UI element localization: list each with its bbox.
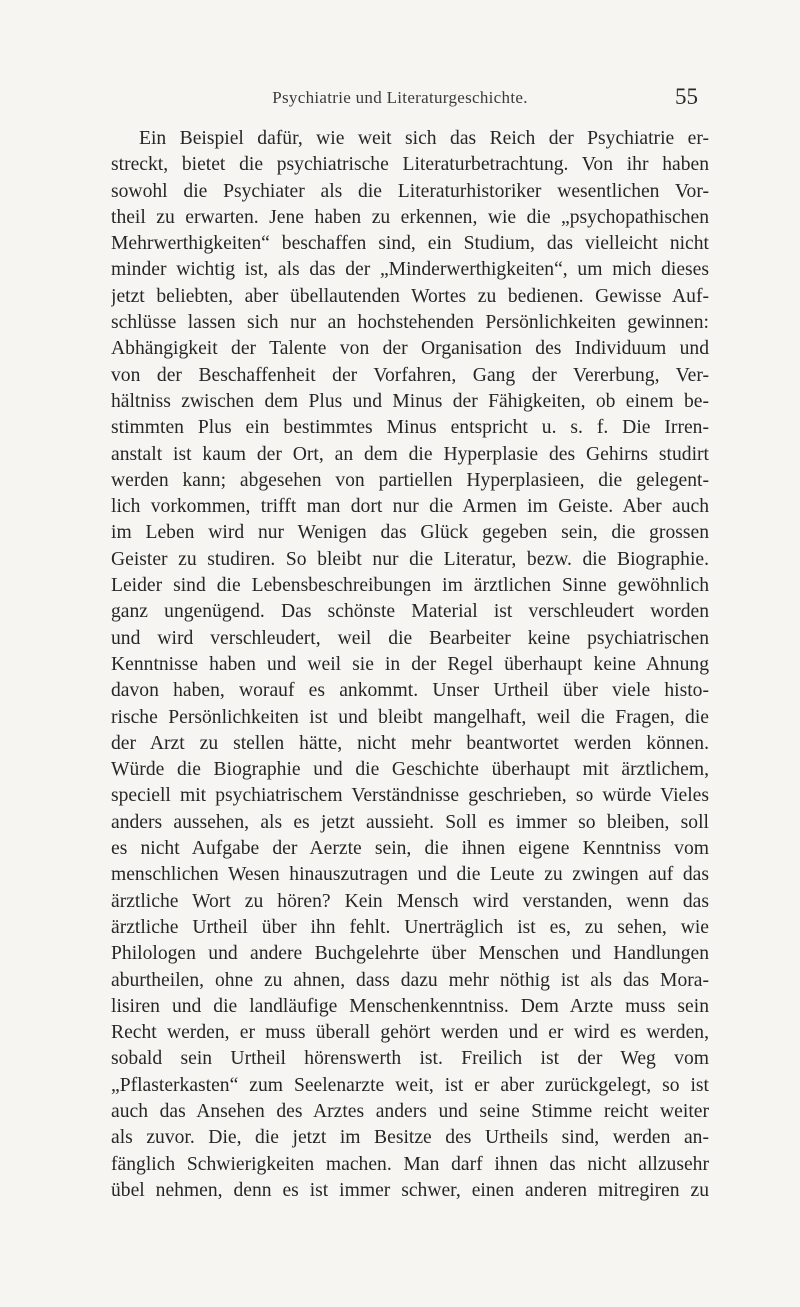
text-line: ganz ungenügend. Das schönste Material ist verschleudert worden: [111, 601, 709, 623]
text-line: speciell mit psychiatrischem Verständnisse geschrieben, so würde Vieles: [111, 785, 709, 807]
text-line: jetzt beliebten, aber übellautenden Wortes zu bedienen. Gewisse Auf-: [111, 285, 709, 307]
text-line: Mehrwerthigkeiten“ beschaffen sind, ein Studium, das vielleicht nicht: [111, 233, 709, 255]
text-line: minder wichtig ist, als das der „Minderwerthigkeiten“, um mich dieses: [111, 259, 709, 281]
text-line: davon haben, worauf es ankommt. Unser Urtheil über viele histo-: [111, 680, 709, 702]
text-line: theil zu erwarten. Jene haben zu erkennen, wie die „psychopathischen: [111, 206, 709, 228]
text-line: werden kann; abgesehen von partiellen Hyperplasieen, die gelegent-: [111, 469, 709, 491]
text-line: Ein Beispiel dafür, wie weit sich das Reich der Psychiatrie er-: [139, 128, 709, 149]
text-line: streckt, bietet die psychiatrische Literaturbetrachtung. Von ihr haben: [111, 154, 709, 176]
text-line: der Arzt zu stellen hätte, nicht mehr beantwortet werden können.: [111, 732, 709, 754]
text-line: lisiren und die landläufige Menschenkenntniss. Dem Arzte muss sein: [111, 995, 709, 1017]
text-line: „Pflasterkasten“ zum Seelenarzte weit, ist er aber zurückgelegt, so ist: [111, 1074, 709, 1096]
text-line: stimmten Plus ein bestimmtes Minus entspricht u. s. f. Die Irren-: [111, 417, 709, 439]
text-line: sowohl die Psychiater als die Literaturhistoriker wesentlichen Vor-: [111, 180, 709, 202]
running-head: [0, 84, 800, 114]
text-line: ärztliche Urtheil über ihn fehlt. Unerträglich ist es, zu sehen, wie: [111, 916, 709, 938]
text-line: Recht werden, er muss überall gehört werden und er wird es werden,: [111, 1022, 709, 1044]
text-line: als zuvor. Die, die jetzt im Besitze des Urtheils sind, werden an-: [111, 1127, 709, 1149]
text-line: übel nehmen, denn es ist immer schwer, einen anderen mitregiren zu: [111, 1179, 709, 1201]
text-line: anders aussehen, als es jetzt aussieht. Soll es immer so bleiben, soll: [111, 811, 709, 833]
text-line: aburtheilen, ohne zu ahnen, dass dazu mehr nöthig ist als das Mora-: [111, 969, 709, 991]
page-number: 55: [675, 84, 698, 109]
text-line: im Leben wird nur Wenigen das Glück gegeben sein, die grossen: [111, 522, 709, 544]
text-line: Leider sind die Lebensbeschreibungen im ärztlichen Sinne gewöhnlich: [111, 575, 709, 597]
text-line: Würde die Biographie und die Geschichte überhaupt mit ärztlichem,: [111, 759, 709, 781]
text-line: sobald sein Urtheil hörenswerth ist. Freilich ist der Weg vom: [111, 1048, 709, 1070]
text-line: Philologen und andere Buchgelehrte über Menschen und Handlungen: [111, 943, 709, 965]
text-line: schlüsse lassen sich nur an hochstehenden Persönlichkeiten gewinnen:: [111, 312, 709, 334]
text-line: und wird verschleudert, weil die Bearbeiter keine psychiatrischen: [111, 627, 709, 649]
text-line: Geister zu studiren. So bleibt nur die Literatur, bezw. die Biographie.: [111, 548, 709, 570]
text-line: anstalt ist kaum der Ort, an dem die Hyperplasie des Gehirns studirt: [111, 443, 709, 465]
text-line: ärztliche Wort zu hören? Kein Mensch wird verstanden, wenn das: [111, 890, 709, 912]
text-line: Abhängigkeit der Talente von der Organisation des Individuum und: [111, 338, 709, 360]
text-line: Kenntnisse haben und weil sie in der Regel überhaupt keine Ahnung: [111, 653, 709, 675]
text-line: von der Beschaffenheit der Vorfahren, Gang der Vererbung, Ver-: [111, 364, 709, 386]
text-line: menschlichen Wesen hinauszutragen und die Leute zu zwingen auf das: [111, 864, 709, 886]
text-line: rische Persönlichkeiten ist und bleibt mangelhaft, weil die Fragen, die: [111, 706, 709, 728]
running-title: Psychiatrie und Literaturgeschichte.: [272, 88, 528, 107]
text-line: es nicht Aufgabe der Aerzte sein, die ihnen eigene Kenntniss vom: [111, 838, 709, 860]
text-line: lich vorkommen, trifft man dort nur die Armen im Geiste. Aber auch: [111, 496, 709, 518]
text-line: hältniss zwischen dem Plus und Minus der Fähigkeiten, ob einem be-: [111, 390, 709, 412]
body-text: [111, 126, 709, 1204]
text-line: fänglich Schwierigkeiten machen. Man darf ihnen das nicht allzusehr: [111, 1153, 709, 1175]
text-line: auch das Ansehen des Arztes anders und seine Stimme reicht weiter: [111, 1100, 709, 1122]
